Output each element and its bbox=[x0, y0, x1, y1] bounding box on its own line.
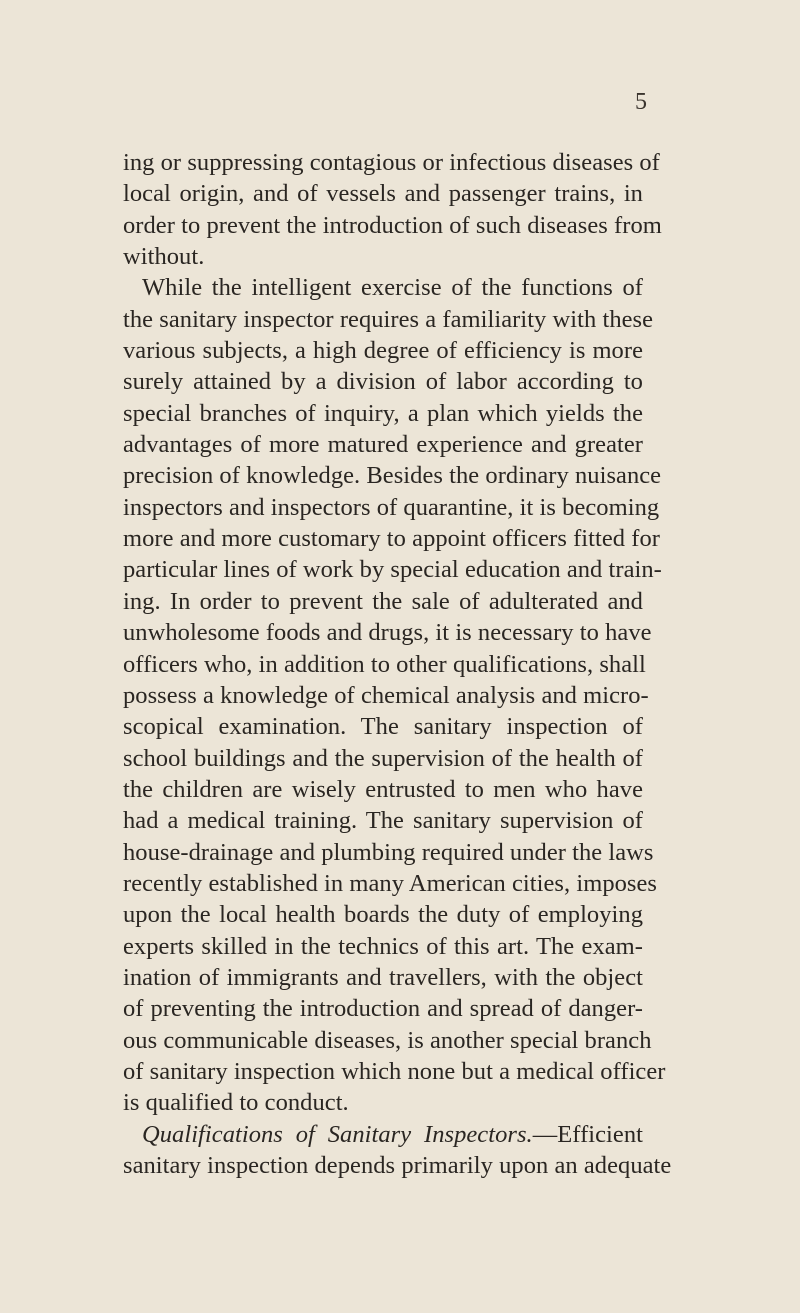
text-line: possess a knowledge of chemical analysis and micro- bbox=[123, 681, 649, 709]
text-line: the children are wisely entrusted to men who have bbox=[123, 775, 643, 803]
text-line: ous communicable diseases, is another special branch bbox=[123, 1026, 652, 1054]
text-line: of sanitary inspection which none but a medical officer bbox=[123, 1057, 666, 1085]
text-line: experts skilled in the technics of this art. The exam- bbox=[123, 932, 643, 960]
text-line: the sanitary inspector requires a familiarity with these bbox=[123, 305, 654, 333]
section-heading-line bbox=[123, 1119, 643, 1150]
text-line: precision of knowledge. Besides the ordinary nuisance bbox=[123, 462, 662, 490]
text-line: local origin, and of vessels and passenger trains, in bbox=[123, 180, 643, 208]
section-heading: Qualifications of Sanitary Inspectors. bbox=[142, 1120, 533, 1148]
text-line: school buildings and the supervision of the health of bbox=[123, 744, 643, 772]
text-line: unwholesome foods and drugs, it is necessary to have bbox=[123, 619, 652, 647]
text-line: of preventing the introduction and spread of danger- bbox=[123, 995, 643, 1023]
text-line: without. bbox=[123, 243, 205, 271]
text-line: sanitary inspection depends primarily upon an adequate bbox=[123, 1152, 672, 1179]
text-line: ing or suppressing contagious or infectious diseases of bbox=[123, 149, 660, 176]
text-line: had a medical training. The sanitary supervision of bbox=[123, 807, 643, 835]
text-line: is qualified to conduct. bbox=[123, 1089, 349, 1117]
text-line: ination of immigrants and travellers, with the object bbox=[123, 963, 643, 991]
page-number: 5 bbox=[635, 89, 647, 115]
text-line: recently established in many American cities, imposes bbox=[123, 869, 658, 897]
section-lead-text: —Efficient bbox=[532, 1120, 643, 1148]
text-line: more and more customary to appoint officers fitted for bbox=[123, 525, 660, 553]
text-line: ing. In order to prevent the sale of adulterated and bbox=[123, 587, 643, 615]
text-line: officers who, in addition to other qualifications, shall bbox=[123, 650, 646, 678]
body-text bbox=[123, 147, 672, 1181]
text-line: various subjects, a high degree of efficiency is more bbox=[123, 337, 643, 365]
text-line: scopical examination. The sanitary inspection of bbox=[123, 713, 643, 741]
text-line: particular lines of work by special education and train- bbox=[123, 556, 662, 584]
text-line: upon the local health boards the duty of employing bbox=[123, 901, 643, 929]
text-line: surely attained by a division of labor according to bbox=[123, 368, 643, 396]
paragraph-start-line: While the intelligent exercise of the functions of bbox=[142, 274, 643, 302]
text-line: special branches of inquiry, a plan which yields the bbox=[123, 399, 643, 427]
text-line: inspectors and inspectors of quarantine, it is becoming bbox=[123, 493, 660, 521]
text-line: advantages of more matured experience and greater bbox=[123, 431, 643, 459]
text-line: order to prevent the introduction of such diseases from bbox=[123, 211, 662, 239]
text-line: house-drainage and plumbing required under the laws bbox=[123, 838, 654, 866]
